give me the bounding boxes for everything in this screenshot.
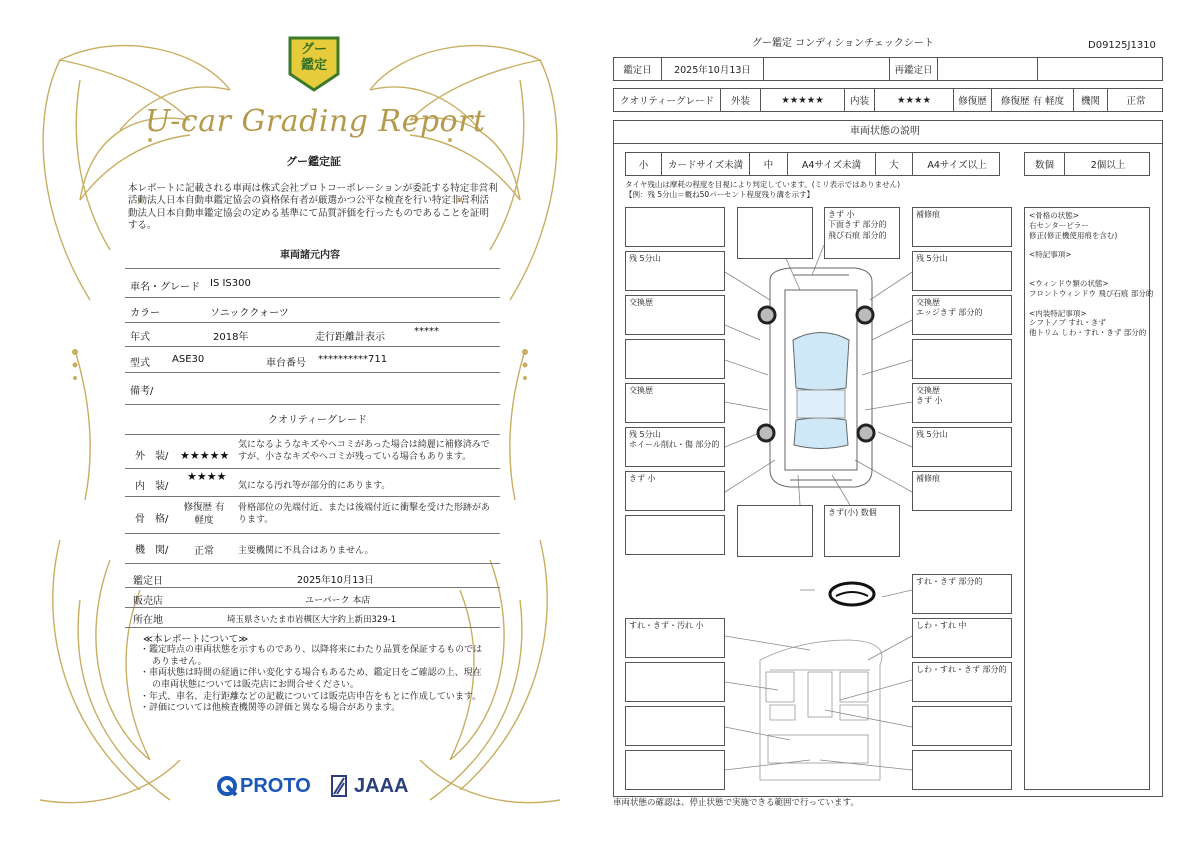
spec-title: 車両諸元内容 bbox=[280, 250, 340, 261]
interior-label: 内 装/ bbox=[135, 481, 169, 492]
l5-text: 交換歴 bbox=[629, 386, 653, 395]
remarks-label: 備考/ bbox=[130, 386, 154, 397]
bottom-center-text: きず(小) 数個 bbox=[828, 508, 877, 517]
proto-logo bbox=[216, 772, 311, 800]
note-item: ・評価については他検査機関等の評価と異なる場合があります。 bbox=[140, 703, 401, 714]
appraisal-date-value: 2025年10月13日 bbox=[674, 65, 751, 76]
badge-text: グー 鑑定 bbox=[300, 42, 327, 73]
frame-desc: 骨格部位の先端付近、または後端付近に衝撃を受けた形跡があります。 bbox=[238, 503, 491, 525]
interior-desc: 気になる汚れ等が部分的にあります。 bbox=[238, 481, 391, 491]
comment-box-l7 bbox=[625, 471, 725, 511]
steering-wheel-icon bbox=[830, 583, 874, 605]
comment-box-l1 bbox=[625, 207, 725, 247]
interior-label: 内装 bbox=[849, 96, 869, 107]
sheet-title: グー鑑定 コンディションチェックシート bbox=[752, 38, 934, 49]
side-notes-text: <骨格の状態> 右センターピラー 修正(修正機使用痕を含む) <特記事項> <ウィンドウ類の状態> フロントウィンドウ 飛び石痕 部分的 <内装特記事項> シフトノブ すれ・きず 他トリム しわ・すれ・きず 部分的 bbox=[1029, 211, 1154, 337]
comment-box-r7 bbox=[912, 471, 1012, 511]
comment-box-int-r3 bbox=[912, 706, 1012, 746]
comment-box-l6 bbox=[625, 427, 725, 467]
l3-text: 交換歴 bbox=[629, 298, 653, 307]
comment-box-bottom-center bbox=[824, 505, 900, 557]
legend-medium: 中 bbox=[763, 160, 774, 171]
comment-box-l2 bbox=[625, 251, 725, 291]
year-value: 2018年 bbox=[213, 332, 249, 343]
proto-mark-icon bbox=[216, 775, 238, 797]
appraisal-date-label: 鑑定日 bbox=[133, 576, 163, 587]
repair-label: 修復歴 bbox=[958, 96, 987, 107]
condition-check-sheet bbox=[600, 0, 1200, 848]
comment-box-int-l4 bbox=[625, 750, 725, 790]
comment-box-r2 bbox=[912, 251, 1012, 291]
comment-box-int-r1 bbox=[912, 618, 1012, 658]
exterior-grade: ★★★★★ bbox=[180, 449, 230, 462]
l2-text: 残 5分山 bbox=[629, 254, 661, 263]
dealer-label: 販売店 bbox=[133, 596, 163, 607]
comment-box-l3 bbox=[625, 295, 725, 335]
exterior-value: ★★★★★ bbox=[781, 94, 824, 106]
cert-intro: 本レポートに記載される車両は株式会社プロトコーポレーションが委託する特定非営利活動法人日本自動車鑑定協会の資格保有者が厳選かつ公平な検査を行い特定非営利活動法人日本自動車鑑定協会の定める基準にて品質評価を行ったものであることを証明する。 bbox=[128, 183, 498, 232]
int-l1-text: すれ・きず・汚れ 小 bbox=[629, 621, 704, 630]
r2-text: 残 5分山 bbox=[916, 254, 948, 263]
interior-grade: ★★★★ bbox=[187, 470, 227, 483]
comment-box-bottom-left bbox=[737, 505, 813, 557]
color-value: ソニッククォーツ bbox=[210, 308, 289, 319]
goo-kantei-badge bbox=[286, 34, 342, 94]
engine-label: 機 関/ bbox=[135, 545, 169, 556]
state-title: 車両状態の説明 bbox=[850, 126, 920, 137]
jaaa-logo bbox=[328, 772, 408, 800]
quality-title: クオリティーグレード bbox=[268, 415, 367, 426]
legend-count-desc: 2個以上 bbox=[1090, 160, 1126, 171]
engine-desc: 主要機関に不具合はありません。 bbox=[238, 546, 374, 556]
interior-value: ★★★★ bbox=[896, 94, 932, 106]
repair-value: 修復歴 有 軽度 bbox=[1000, 96, 1065, 107]
frame-label: 骨 格/ bbox=[135, 514, 169, 525]
legend-count: 数個 bbox=[1034, 160, 1054, 171]
legend-large-desc: A4サイズ以上 bbox=[927, 160, 987, 171]
exterior-label: 外装 bbox=[730, 96, 750, 107]
note-item: ・年式、車名、走行距離などの記載については販売店申告をもとに作成しています。 bbox=[140, 691, 482, 702]
reappraisal-label: 再鑑定日 bbox=[894, 65, 933, 76]
exterior-desc: 気になるようなキズやヘコミがあった場合は綺麗に補修済みですが、小さなキズやヘコミが残っている場合もあります。 bbox=[238, 440, 490, 462]
r7-text: 補修痕 bbox=[916, 474, 940, 483]
comment-box-int-l2 bbox=[625, 662, 725, 702]
model-label: 型式 bbox=[130, 358, 150, 369]
steer-text: すれ・きず 部分的 bbox=[916, 577, 983, 586]
comment-box-top-center bbox=[824, 207, 900, 259]
color-label: カラー bbox=[130, 308, 160, 319]
mileage-value: ***** bbox=[414, 326, 439, 337]
legend-large: 大 bbox=[889, 160, 899, 171]
r6-text: 残 5分山 bbox=[916, 430, 948, 439]
comment-box-steer bbox=[912, 574, 1012, 614]
doc-id: D09125J1310 bbox=[1088, 40, 1156, 51]
legend-medium-desc: A4サイズ未満 bbox=[801, 160, 862, 171]
comment-box-l4 bbox=[625, 339, 725, 379]
address-value: 埼玉県さいたま市岩槻区大字釣上新田329-1 bbox=[227, 615, 397, 625]
comment-box-l5 bbox=[625, 383, 725, 423]
chassis-label: 車台番号 bbox=[266, 358, 306, 369]
exterior-label: 外 装/ bbox=[135, 451, 169, 462]
int-r1-text: しわ・すれ 中 bbox=[916, 621, 967, 630]
appraisal-date: 2025年10月13日 bbox=[297, 575, 374, 586]
jaaa-mark-icon bbox=[328, 774, 350, 798]
dealer-value: ユーパーク 本店 bbox=[305, 596, 371, 606]
l7-text: きず 小 bbox=[629, 474, 656, 483]
model-value: ASE30 bbox=[172, 354, 205, 365]
comment-box-int-r4 bbox=[912, 750, 1012, 790]
comment-box-r1 bbox=[912, 207, 1012, 247]
comment-box-int-r2 bbox=[912, 662, 1012, 702]
footer-note: 車両状態の確認は、停止状態で実施できる範囲で行っています。 bbox=[613, 798, 859, 808]
quality-label: クオリティーグレード bbox=[619, 96, 715, 107]
mileage-label: 走行距離計表示 bbox=[315, 332, 385, 343]
comment-box-int-l3 bbox=[625, 706, 725, 746]
comment-box-r3 bbox=[912, 295, 1012, 335]
r1-text: 補修痕 bbox=[916, 210, 940, 219]
cert-title: グー鑑定証 bbox=[286, 155, 341, 168]
name-label: 車名・グレード bbox=[130, 282, 200, 293]
comment-box-r5 bbox=[912, 383, 1012, 423]
int-r2-text: しわ・すれ・きず 部分的 bbox=[916, 665, 1007, 674]
legend-small: 小 bbox=[638, 160, 649, 171]
proto-logo-text: PROTO bbox=[240, 774, 311, 797]
comment-box-r6 bbox=[912, 427, 1012, 467]
r3-text: 交換歴 エッジきず 部分的 bbox=[916, 298, 983, 318]
chassis-value: **********711 bbox=[318, 354, 388, 365]
notes-list bbox=[140, 645, 490, 715]
name-value: IS IS300 bbox=[210, 278, 251, 289]
report-script-title: U-car Grading Report bbox=[145, 104, 486, 139]
side-notes-box bbox=[1024, 207, 1154, 790]
engine-value: 正常 bbox=[1126, 96, 1146, 107]
tire-note: タイヤ残山は摩耗の程度を目視により判定しています。(ミリ表示ではありません) 【例：残 5分山＝概ね50パーセント程度残り溝を示す】 bbox=[625, 180, 901, 199]
comment-box-int-l1 bbox=[625, 618, 725, 658]
notes-title: ≪本レポートについて≫ bbox=[143, 634, 249, 645]
top-center-text: きず 小 下面きず 部分的 飛び石痕 部分的 bbox=[828, 210, 887, 240]
address-label: 所在地 bbox=[133, 615, 163, 626]
note-item: ・車両状態は時間の経過に伴い変化する場合もあるため、鑑定日をご確認の上、現在の車両状態については販売店にお問合せください。 bbox=[140, 668, 482, 691]
note-item: ・鑑定時点の車両状態を示すものであり、以降将来にわたり品質を保証するものではありません。 bbox=[140, 645, 483, 667]
engine-grade: 正常 bbox=[194, 546, 214, 557]
appraisal-date-label: 鑑定日 bbox=[623, 65, 652, 76]
frame-grade: 修復歴 有 軽度 bbox=[183, 502, 225, 526]
comment-box-l8 bbox=[625, 515, 725, 555]
windshield-icon bbox=[793, 333, 849, 391]
rear-window-icon bbox=[794, 418, 848, 449]
legend-small-desc: カードサイズ未満 bbox=[667, 160, 744, 171]
comment-box-top-left bbox=[737, 207, 813, 259]
year-label: 年式 bbox=[130, 332, 150, 343]
jaaa-logo-text: JAAA bbox=[354, 774, 409, 797]
r5-text: 交換歴 きず 小 bbox=[916, 386, 943, 406]
l6-text: 残 5分山 ホイール削れ・傷 部分的 bbox=[629, 430, 720, 450]
engine-label: 機関 bbox=[1080, 96, 1100, 107]
comment-box-r4 bbox=[912, 339, 1012, 379]
